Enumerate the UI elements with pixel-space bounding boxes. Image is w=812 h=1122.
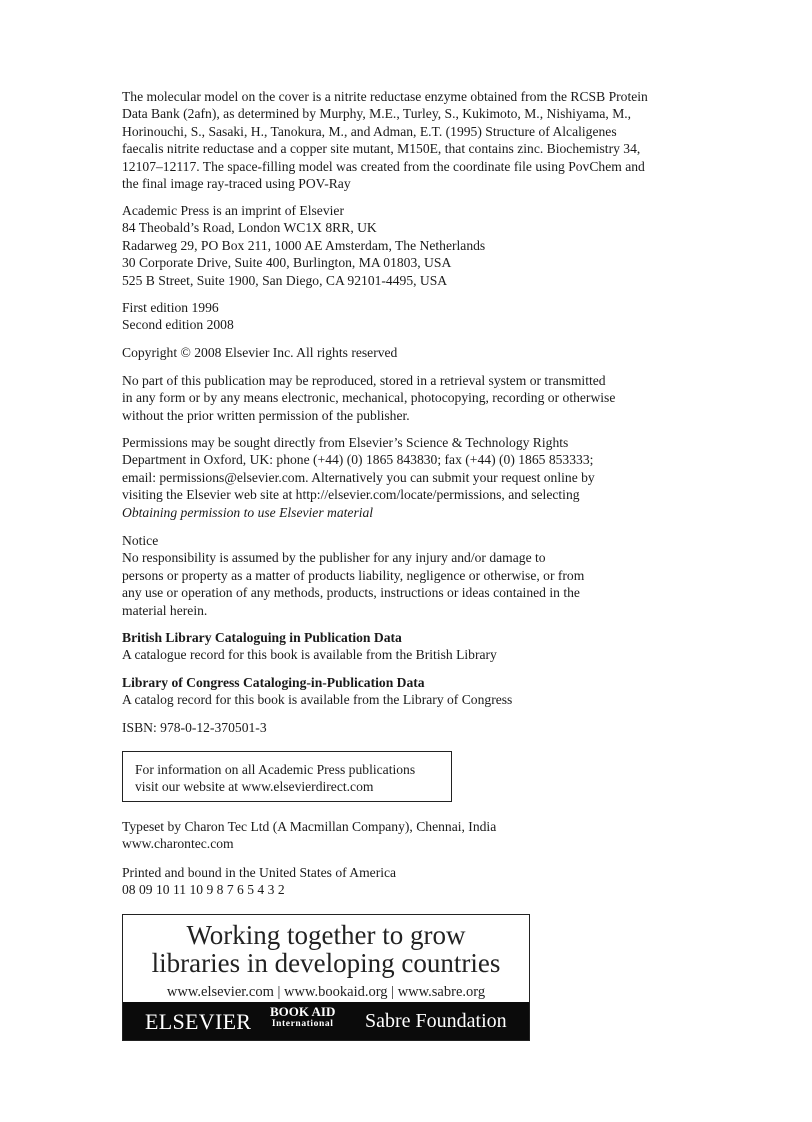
text-line: 30 Corporate Drive, Suite 400, Burlington, MA 01803, USA [122, 255, 452, 271]
para-printed [122, 864, 396, 899]
book-aid-banner [122, 914, 530, 1041]
bookaid-logo-text: BOOK AID [270, 1004, 336, 1019]
text-line: Academic Press is an imprint of Elsevier [122, 203, 344, 218]
text-line: First edition 1996 [122, 300, 219, 315]
text-line: No responsibility is assumed by the publisher for any injury and/or damage to [122, 550, 546, 566]
info-box [122, 751, 452, 802]
text-line: visiting the Elsevier web site at http://elsevier.com/locate/permissions, and selecting [122, 487, 580, 503]
text-line: Typeset by Charon Tec Ltd (A Macmillan Company), Chennai, India [122, 819, 497, 834]
text-line: 12107–12117. The space-filling model was created from the coordinate file using PovChem and [122, 158, 645, 174]
text-line: 84 Theobald’s Road, London WC1X 8RR, UK [122, 220, 377, 236]
banner-headline-2: libraries in developing countries [151, 948, 501, 978]
banner-urls: www.elsevier.com | www.bookaid.org | www.sabre.org [166, 984, 486, 1000]
text-line: Notice [122, 533, 159, 548]
banner-logo-band [123, 1002, 529, 1040]
para-cover-credit [122, 88, 648, 192]
text-line: email: permissions@elsevier.com. Alternatively you can submit your request online by [122, 469, 595, 485]
text-line: Obtaining permission to use Elsevier material [122, 504, 374, 520]
text-line: in any form or by any means electronic, mechanical, photocopying, recording or otherwise [122, 390, 616, 406]
text-line: Copyright © 2008 Elsevier Inc. All rights reserved [122, 345, 398, 360]
text-line: persons or property as a matter of products liability, negligence or otherwise, or from [122, 567, 585, 583]
text-line: without the prior written permission of the publisher. [122, 407, 410, 423]
bookaid-logo-sub: International [271, 1019, 334, 1029]
para-copyright [122, 344, 397, 361]
para-publisher-addresses [122, 202, 485, 289]
para-editions [122, 299, 234, 334]
text-line: Department in Oxford, UK: phone (+44) (0) 1865 843830; fax (+44) (0) 1865 853333; [122, 452, 594, 468]
text-line: any use or operation of any methods, products, instructions or ideas contained in the [122, 585, 580, 601]
text-line: ISBN: 978-0-12-370501-3 [122, 720, 267, 735]
text-line: Permissions may be sought directly from Elsevier’s Science & Technology Rights [122, 435, 569, 450]
para-notice [122, 532, 584, 619]
para-reproduction-notice [122, 372, 615, 424]
text-line: material herein. [122, 602, 208, 618]
text-line: A catalogue record for this book is available from the British Library [122, 647, 497, 663]
text-line: A catalog record for this book is available from the Library of Congress [122, 692, 513, 708]
text-line: Library of Congress Cataloging-in-Publication Data [122, 675, 425, 690]
text-line: Printed and bound in the United States of America [122, 865, 397, 880]
para-isbn [122, 719, 267, 736]
text-line: Horinouchi, S., Sasaki, H., Tanokura, M., and Adman, E.T. (1995) Structure of Alcaligenes [122, 123, 617, 139]
bookaid-logo [270, 1006, 335, 1030]
para-permissions [122, 434, 595, 521]
text-line: British Library Cataloguing in Publication Data [122, 630, 402, 645]
text-line: faecalis nitrite reductase and a copper site mutant, M150E, that contains zinc. Biochemistry 34, [122, 141, 641, 157]
text-line: Data Bank (2afn), as determined by Murphy, M.E., Turley, S., Kukimoto, M., Nishiyama, M., [122, 106, 632, 122]
info-line: For information on all Academic Press publications [135, 762, 416, 777]
text-line: the final image ray-traced using POV-Ray [122, 176, 351, 192]
sabre-logo: Sabre Foundation [365, 1010, 507, 1032]
info-line: visit our website at www.elsevierdirect.com [135, 779, 374, 795]
para-library-of-congress [122, 674, 512, 709]
text-line: The molecular model on the cover is a nitrite reductase enzyme obtained from the RCSB Protein [122, 89, 648, 104]
para-british-library [122, 629, 497, 664]
banner-headline-1: Working together to grow [186, 920, 466, 950]
text-line: 525 B Street, Suite 1900, San Diego, CA 92101-4495, USA [122, 272, 448, 288]
text-line: www.charontec.com [122, 836, 234, 852]
para-typeset [122, 818, 496, 853]
text-line: Second edition 2008 [122, 317, 234, 333]
elsevier-logo: ELSEVIER [145, 1009, 252, 1034]
text-line: Radarweg 29, PO Box 211, 1000 AE Amsterdam, The Netherlands [122, 237, 486, 253]
text-line: No part of this publication may be reproduced, stored in a retrieval system or transmitted [122, 373, 606, 388]
text-line: 08 09 10 11 10 9 8 7 6 5 4 3 2 [122, 882, 285, 898]
